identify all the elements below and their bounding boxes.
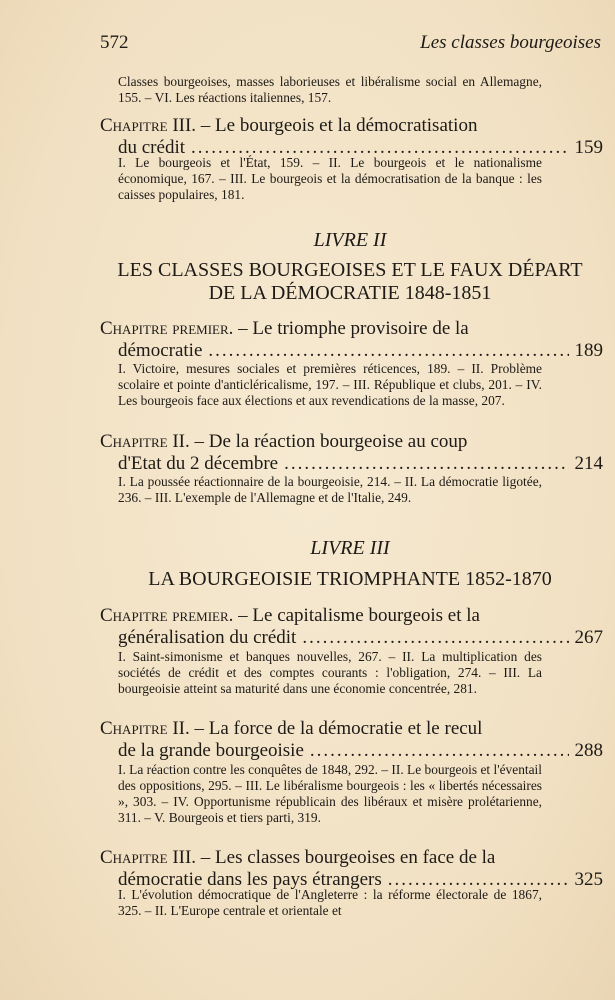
page-number: 572 (100, 32, 129, 53)
chapter-label: Chapitre (100, 847, 168, 868)
chapter-title-line: Chapitre II. – De la réaction bourgeoise au coup (100, 431, 468, 452)
chapter-summary: I. Le bourgeois et l'État, 159. – II. Le bourgeois et le nationalisme économique, 167. – III. Le bourgeois et la démocratisation de la banque : les caisses populaires, 181. (118, 155, 542, 202)
dot-leader (310, 740, 569, 762)
chapter-heading (100, 115, 600, 137)
running-title: Les classes bourgeoises (420, 32, 601, 53)
book-part-label: LIVRE II (313, 229, 387, 251)
book-part-title: LA BOURGEOISIE TRIOMPHANTE 1852-1870 (148, 568, 552, 590)
chapter-title-continuation: du crédit (118, 137, 186, 158)
toc-entry (118, 453, 603, 475)
chapter-label: Chapitre premier (100, 605, 229, 626)
chapter-label: Chapitre (100, 718, 168, 739)
chapter-label: Chapitre premier (100, 318, 229, 339)
chapter-summary: I. L'évolution démocratique de l'Angleterre : la réforme électorale de 1867, 325. – II. L'Europe centrale et orientale et (118, 887, 542, 918)
dot-leader (284, 453, 568, 475)
chapter-heading (100, 431, 600, 453)
chapter-label: Chapitre (100, 115, 168, 136)
dot-leader (302, 627, 568, 649)
chapter-page: 267 (574, 627, 603, 648)
book-part-label: LIVRE III (310, 537, 390, 559)
chapter-page: 159 (574, 137, 603, 158)
chapter-page: 189 (574, 340, 603, 361)
chapter-label: Chapitre (100, 431, 168, 452)
chapter-title-line: Chapitre III. – Le bourgeois et la démocratisation (100, 115, 478, 136)
chapter-page: 288 (574, 740, 603, 761)
toc-entry (118, 627, 603, 649)
chapter-title-line: Chapitre III. – Les classes bourgeoises en face de la (100, 847, 496, 868)
chapter-title-line: Chapitre premier. – Le capitalisme bourgeois et la (100, 605, 480, 626)
chapter-page: 325 (574, 869, 603, 890)
chapter-page: 214 (574, 453, 603, 474)
chapter-heading (100, 718, 600, 740)
chapter-heading (100, 847, 600, 869)
chapter-title-continuation: démocratie dans les pays étrangers (118, 869, 382, 890)
section-summary: Classes bourgeoises, masses laborieuses et libéralisme social en Allemagne, 155. – VI. Les réactions italiennes, 157. (118, 74, 542, 105)
chapter-title-line: Chapitre premier. – Le triomphe provisoire de la (100, 318, 469, 339)
dot-leader (208, 340, 568, 362)
toc-entry (118, 740, 603, 762)
chapter-title-continuation: généralisation du crédit (118, 627, 297, 648)
toc-entry (118, 340, 603, 362)
chapter-title-line: Chapitre II. – La force de la démocratie et le recul (100, 718, 483, 739)
chapter-title-continuation: de la grande bourgeoisie (118, 740, 304, 761)
book-part-title: DE LA DÉMOCRATIE 1848-1851 (208, 282, 492, 304)
chapter-summary: I. Saint-simonisme et banques nouvelles, 267. – II. La multiplication des sociétés de crédit et des comptes courants : l'obligation, 274. – III. La bourgeoisie atteint sa maturité dans une économie concentrée, 281. (118, 649, 542, 696)
book-part-title: LES CLASSES BOURGEOISES ET LE FAUX DÉPART (117, 259, 583, 281)
chapter-summary: I. Victoire, mesures sociales et premières réticences, 189. – II. Problème scolaire et pointe d'anticléricalisme, 197. – III. République et clubs, 201. – IV. Les bourgeois face aux élections et aux revendications de la masse, 207. (118, 361, 542, 408)
chapter-title-continuation: démocratie (118, 340, 203, 361)
chapter-summary: I. La réaction contre les conquêtes de 1848, 292. – II. Le bourgeois et l'éventail des oppositions, 295. – III. Le libéralisme bourgeois : les « libertés nécessaires », 303. – IV. Opportunisme républicain des libéraux et misère prolétarienne, 311. – V. Bourgeois et tiers parti, 319. (118, 762, 542, 825)
chapter-title-continuation: d'Etat du 2 décembre (118, 453, 279, 474)
chapter-summary: I. La poussée réactionnaire de la bourgeoisie, 214. – II. La démocratie ligotée, 236. – III. L'exemple de l'Allemagne et de l'Italie, 249. (118, 474, 542, 505)
chapter-heading (100, 318, 600, 340)
chapter-heading (100, 605, 600, 627)
